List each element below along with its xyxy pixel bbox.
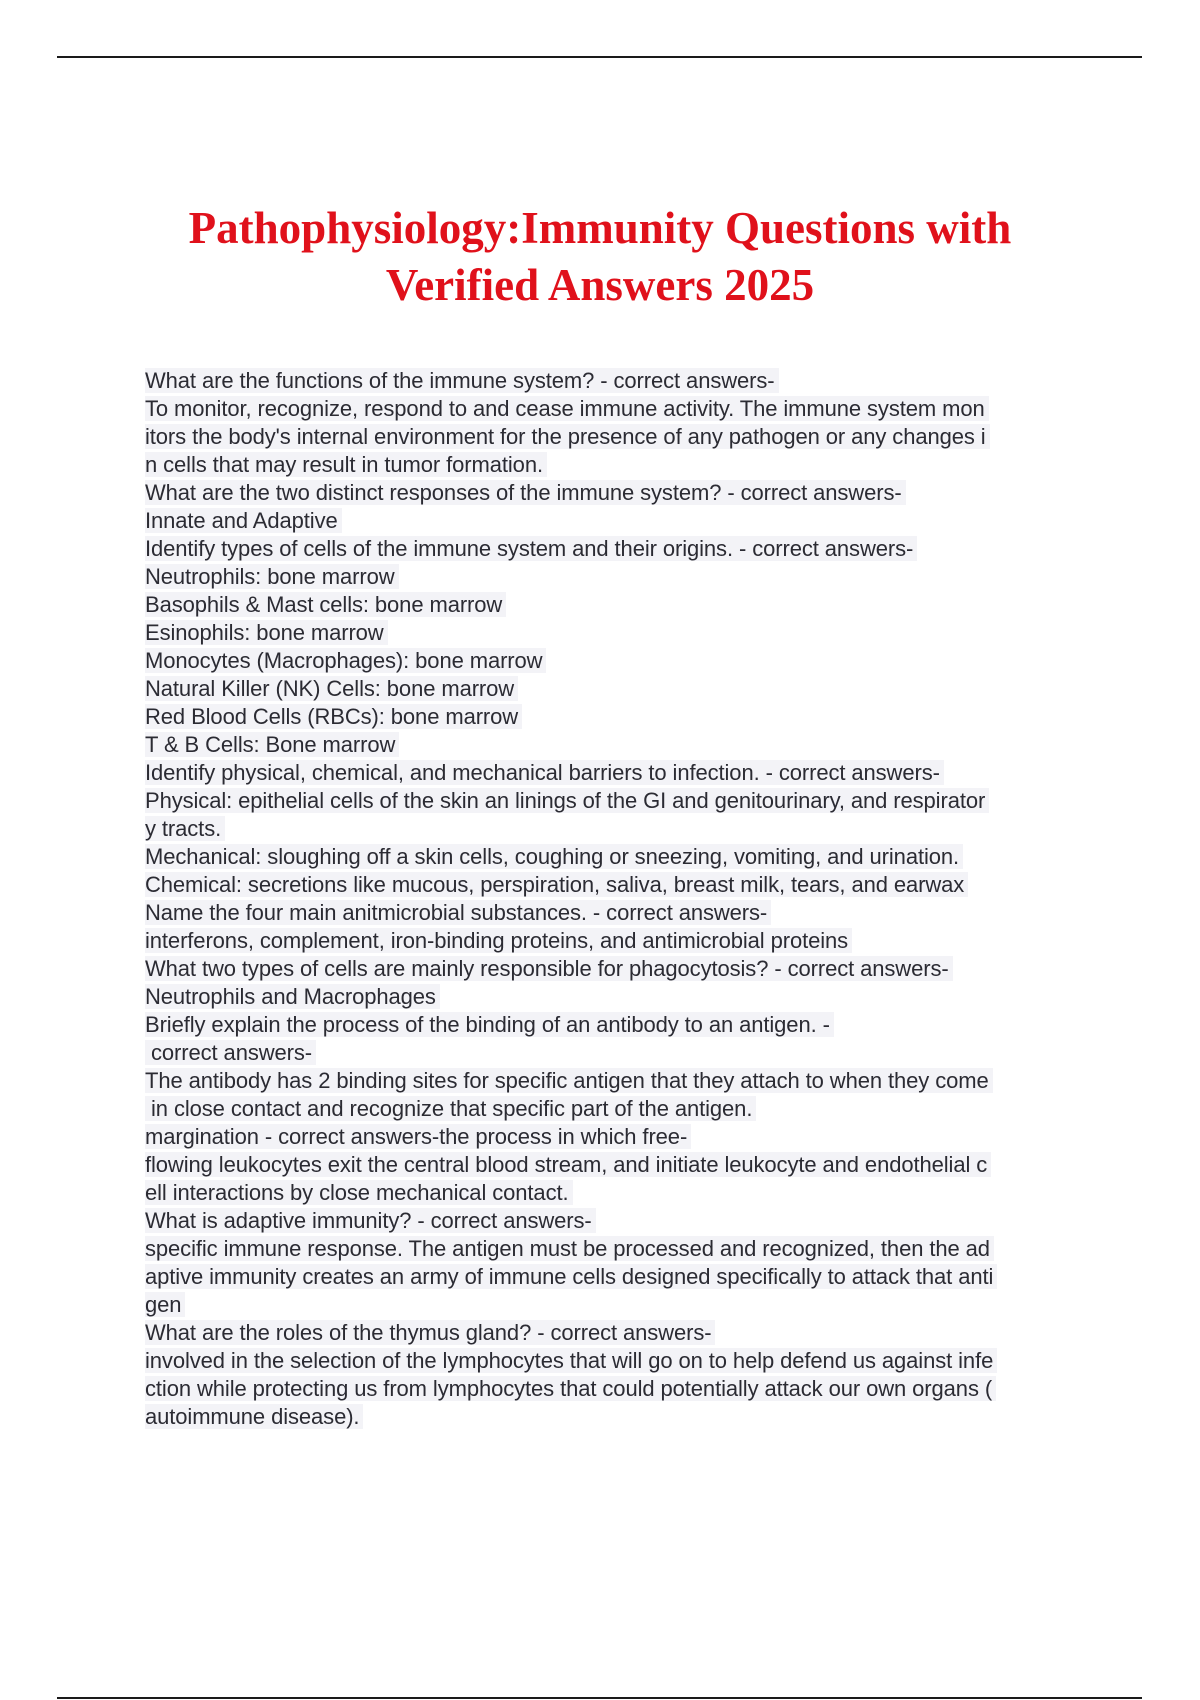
text-line-content: What two types of cells are mainly responsible for phagocytosis? - correct answers-	[145, 956, 953, 981]
text-line-content: Briefly explain the process of the binding of an antibody to an antigen. -	[145, 1012, 834, 1037]
text-line	[145, 1179, 1095, 1207]
text-line	[145, 395, 1095, 423]
text-line	[145, 1151, 1095, 1179]
text-line-content: Esinophils: bone marrow	[145, 620, 388, 645]
text-line-content: ction while protecting us from lymphocytes that could potentially attack our own organs (	[145, 1376, 996, 1401]
text-line	[145, 1039, 1095, 1067]
text-line	[145, 983, 1095, 1011]
text-line	[145, 1011, 1095, 1039]
text-line-content: What are the functions of the immune system? - correct answers-	[145, 368, 779, 393]
text-line-content: What are the two distinct responses of the immune system? - correct answers-	[145, 480, 906, 505]
text-line	[145, 1347, 1095, 1375]
text-line-content: n cells that may result in tumor formation.	[145, 452, 547, 477]
text-line-content: Identify types of cells of the immune system and their origins. - correct answers-	[145, 536, 917, 561]
text-line-content: aptive immunity creates an army of immune cells designed specifically to attack that anti	[145, 1264, 997, 1289]
text-line	[145, 843, 1095, 871]
text-line	[145, 367, 1095, 395]
document-body	[145, 367, 1095, 1431]
text-line-content: Basophils & Mast cells: bone marrow	[145, 592, 506, 617]
text-line-content: in close contact and recognize that specific part of the antigen.	[145, 1096, 756, 1121]
text-line	[145, 647, 1095, 675]
text-line	[145, 563, 1095, 591]
text-line-content: interferons, complement, iron-binding proteins, and antimicrobial proteins	[145, 928, 852, 953]
text-line	[145, 535, 1095, 563]
text-line	[145, 1123, 1095, 1151]
text-line	[145, 507, 1095, 535]
text-line	[145, 675, 1095, 703]
document-title	[120, 200, 1080, 314]
text-line-content: itors the body's internal environment for the presence of any pathogen or any changes i	[145, 424, 990, 449]
text-line	[145, 1375, 1095, 1403]
text-line	[145, 423, 1095, 451]
text-line-content: Name the four main anitmicrobial substances. - correct answers-	[145, 900, 771, 925]
text-line-content: Monocytes (Macrophages): bone marrow	[145, 648, 546, 673]
text-line	[145, 759, 1095, 787]
text-line-content: Innate and Adaptive	[145, 508, 342, 533]
text-line-content: Neutrophils and Macrophages	[145, 984, 440, 1009]
text-line-content: margination - correct answers-the process in which free-	[145, 1124, 691, 1149]
text-line	[145, 731, 1095, 759]
text-line-content: y tracts.	[145, 816, 225, 841]
text-line-content: To monitor, recognize, respond to and cease immune activity. The immune system mon	[145, 396, 989, 421]
text-line	[145, 787, 1095, 815]
text-line	[145, 1207, 1095, 1235]
footer-rule	[57, 1697, 1142, 1699]
text-line	[145, 1291, 1095, 1319]
text-line-content: Physical: epithelial cells of the skin an linings of the GI and genitourinary, and respirator	[145, 788, 989, 813]
text-line-content: The antibody has 2 binding sites for specific antigen that they attach to when they come	[145, 1068, 993, 1093]
text-line-content: Red Blood Cells (RBCs): bone marrow	[145, 704, 522, 729]
text-line-content: involved in the selection of the lymphocytes that will go on to help defend us against infe	[145, 1348, 997, 1373]
text-line	[145, 1235, 1095, 1263]
text-line-content: flowing leukocytes exit the central blood stream, and initiate leukocyte and endothelial c	[145, 1152, 991, 1177]
text-line	[145, 955, 1095, 983]
text-line-content: gen	[145, 1292, 185, 1317]
text-line-content: Identify physical, chemical, and mechanical barriers to infection. - correct answers-	[145, 760, 944, 785]
title-line-2: Verified Answers 2025	[385, 260, 815, 310]
text-line-content: Mechanical: sloughing off a skin cells, coughing or sneezing, vomiting, and urination.	[145, 844, 963, 869]
text-line	[145, 815, 1095, 843]
text-line	[145, 479, 1095, 507]
text-line	[145, 1403, 1095, 1431]
text-line	[145, 1095, 1095, 1123]
text-line-content: correct answers-	[145, 1040, 316, 1065]
text-line	[145, 1319, 1095, 1347]
text-line-content: specific immune response. The antigen must be processed and recognized, then the ad	[145, 1236, 994, 1261]
text-line-content: What are the roles of the thymus gland? - correct answers-	[145, 1320, 715, 1345]
text-line-content: T & B Cells: Bone marrow	[145, 732, 399, 757]
text-line	[145, 1067, 1095, 1095]
text-line	[145, 1263, 1095, 1291]
text-line-content: Chemical: secretions like mucous, perspiration, saliva, breast milk, tears, and earwax	[145, 872, 968, 897]
text-line	[145, 619, 1095, 647]
text-line	[145, 703, 1095, 731]
text-line-content: Natural Killer (NK) Cells: bone marrow	[145, 676, 518, 701]
header-rule	[57, 56, 1142, 58]
text-line-content: Neutrophils: bone marrow	[145, 564, 399, 589]
text-line	[145, 899, 1095, 927]
text-line	[145, 871, 1095, 899]
title-line-1: Pathophysiology:Immunity Questions with	[188, 203, 1012, 253]
text-line	[145, 451, 1095, 479]
text-line	[145, 927, 1095, 955]
text-line-content: What is adaptive immunity? - correct answers-	[145, 1208, 596, 1233]
text-line	[145, 591, 1095, 619]
text-line-content: autoimmune disease).	[145, 1404, 363, 1429]
text-line-content: ell interactions by close mechanical contact.	[145, 1180, 573, 1205]
